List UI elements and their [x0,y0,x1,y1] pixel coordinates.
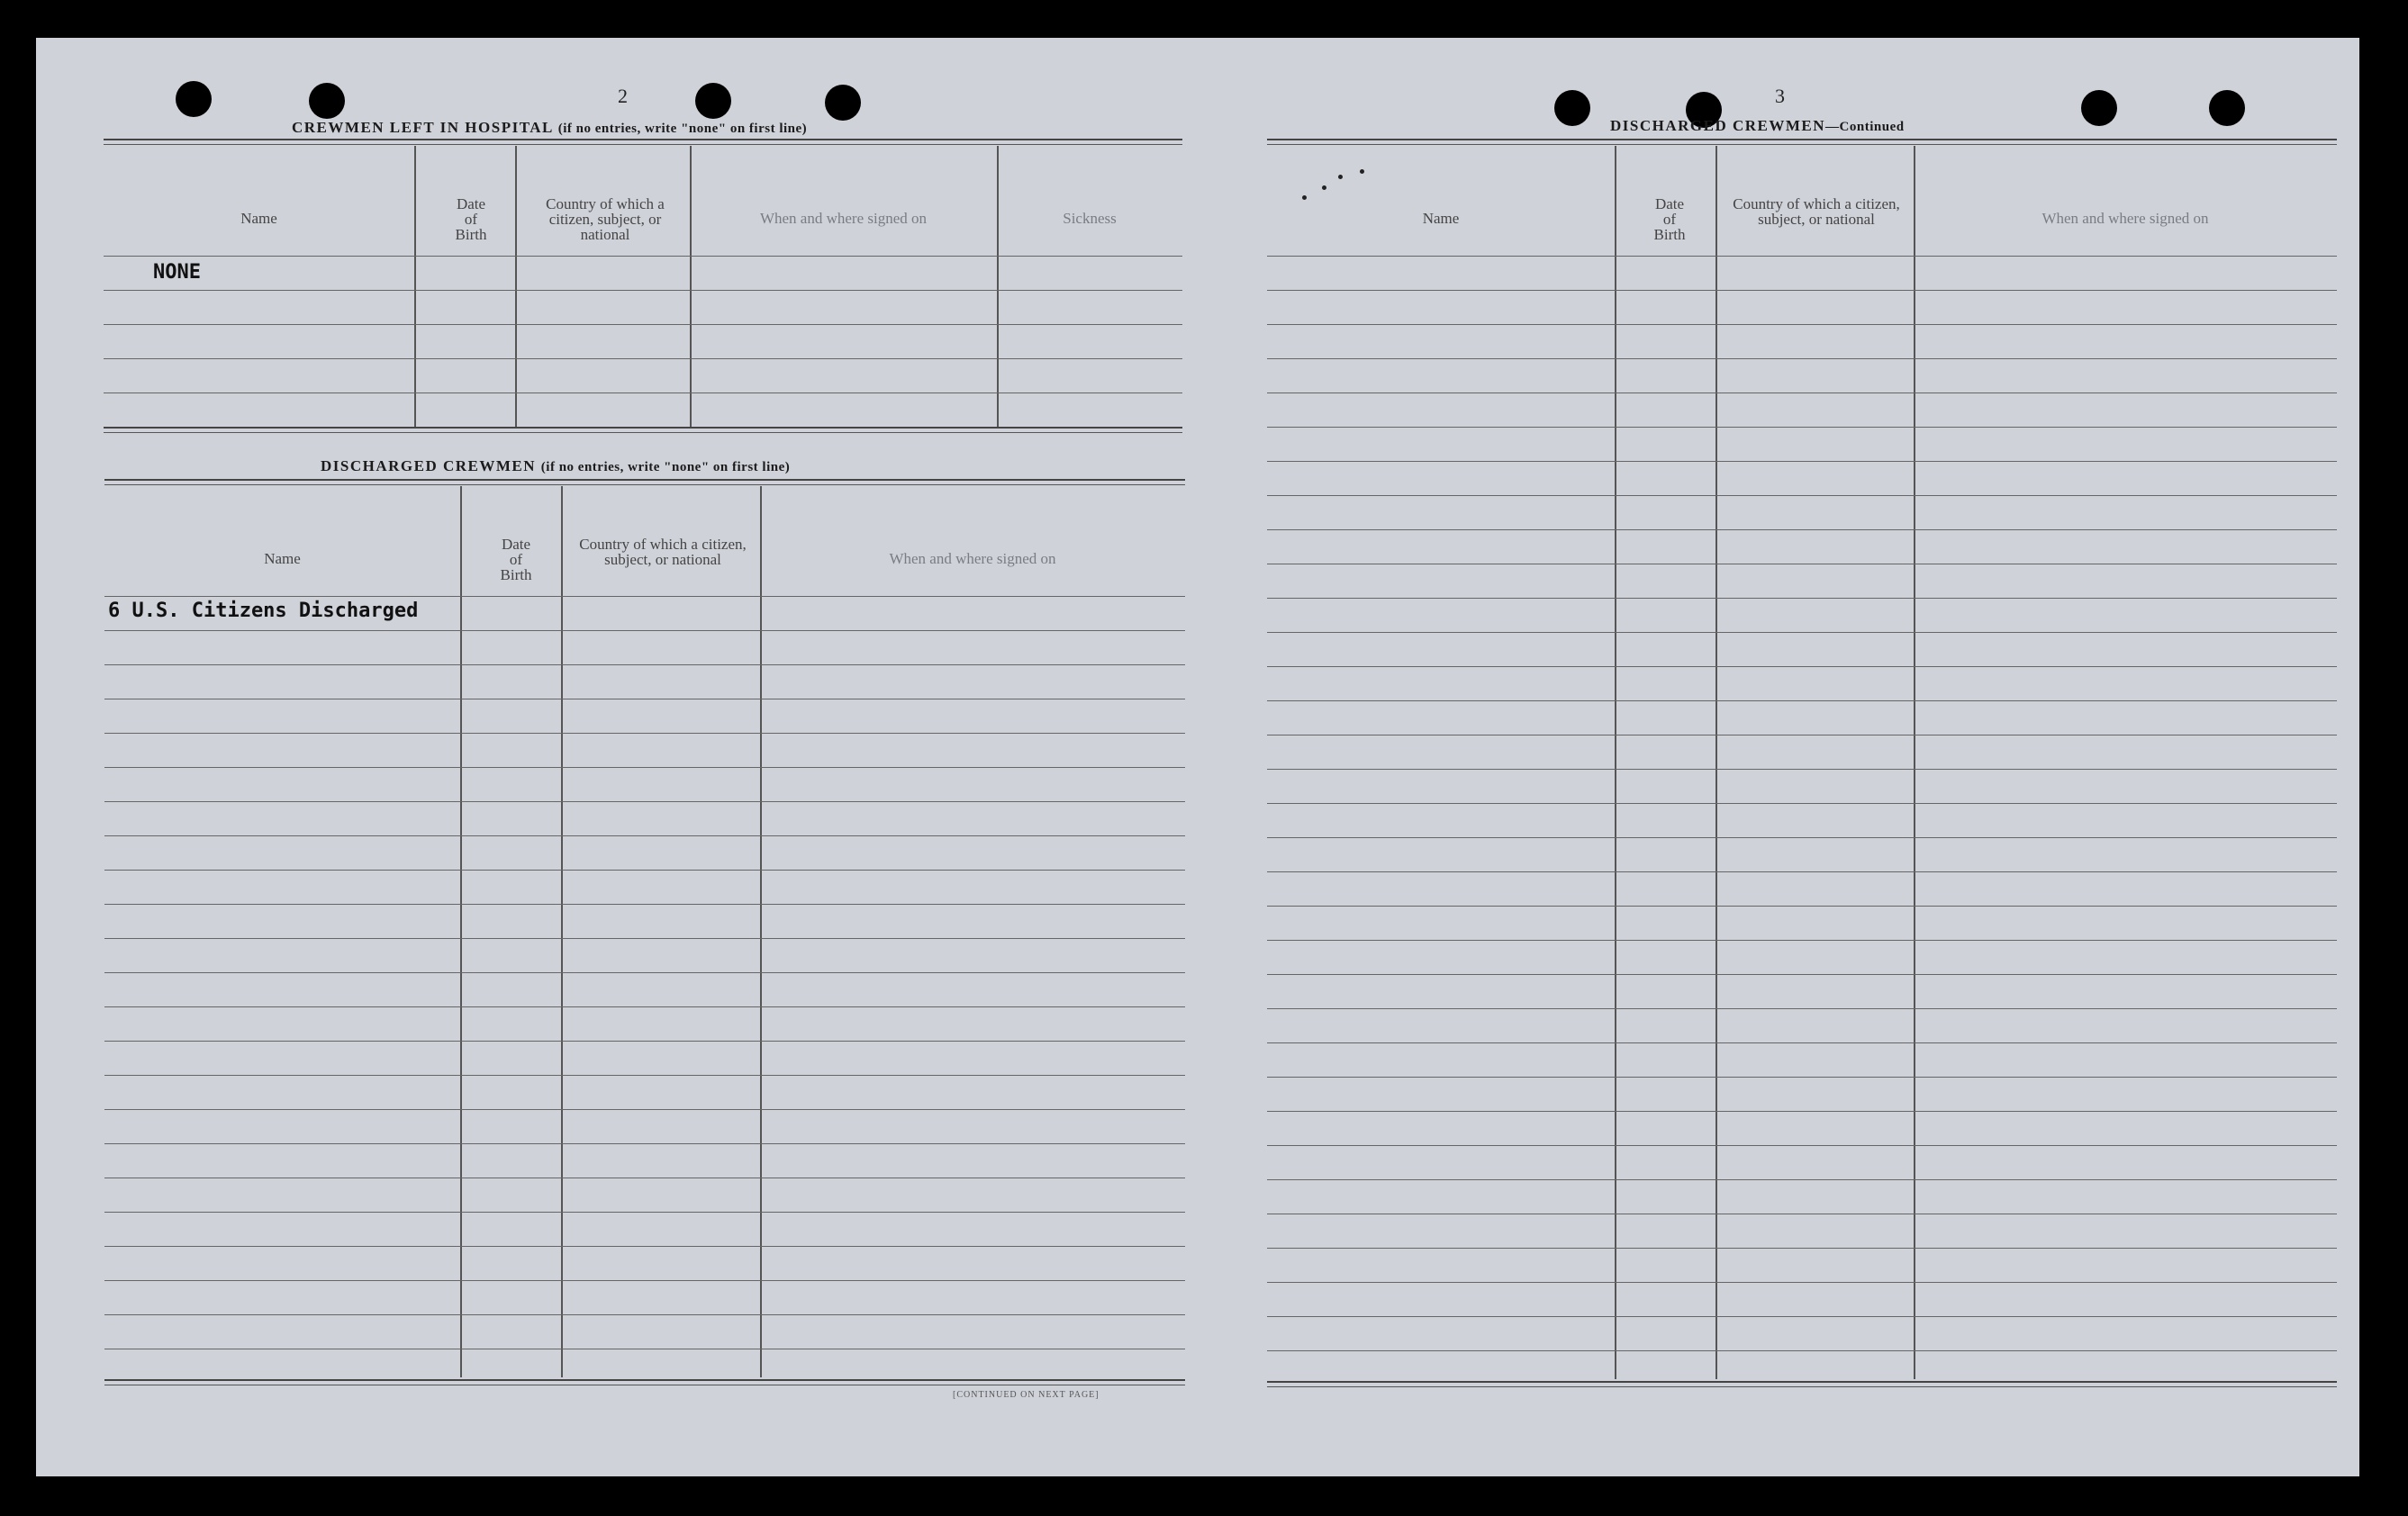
row-line [1267,803,2337,804]
table-top-rule [104,479,1185,485]
row-line [104,1280,1185,1281]
page-number-right: 3 [1775,85,1785,107]
punch-hole [2081,90,2117,126]
row-line [104,733,1185,734]
header-name: Name [240,210,277,227]
discharged-table [104,479,1185,1392]
row-line [104,870,1185,871]
row-line [104,664,1185,665]
row-line [104,801,1185,802]
right-section-title [1610,117,1905,135]
punch-hole [176,81,212,117]
row-line [1267,666,2337,667]
row-line [1267,290,2337,291]
row-line [1267,1350,2337,1351]
row-line [104,1314,1185,1315]
column-divider [1715,146,1717,1379]
row-line [1267,358,2337,359]
row-line [104,1006,1185,1007]
column-divider [760,486,762,1377]
table-top-rule [1267,139,2337,145]
row-line [1267,1042,2337,1043]
row-line [104,1143,1185,1144]
row-line [104,767,1185,768]
row-line [104,630,1185,631]
row-line [104,835,1185,836]
punch-hole [2209,90,2245,126]
row-line [1267,837,2337,838]
punch-hole [309,83,345,119]
header-country: Country of which a citizen, subject, or national [546,195,665,243]
row-line [1267,495,2337,496]
header-name: Name [1422,210,1460,227]
column-divider [1615,146,1616,1379]
row-line [1267,1179,2337,1180]
discharged-subtitle-text: (if no entries, write "none" on first line) [540,460,791,474]
header-country: Country of which a citizen, subject, or national [579,536,747,568]
hospital-table [104,139,1182,463]
row-line [1267,598,2337,599]
row-line [1267,700,2337,701]
document-scan [36,38,2359,1476]
row-line [104,1246,1185,1247]
row-line [104,1075,1185,1076]
row-line [1267,871,2337,872]
header-signed: When and where signed on [759,210,928,227]
hospital-subtitle-text: (if no entries, write "none" on first line) [557,122,808,136]
row-line [1267,529,2337,530]
discharged-continued-table [1267,139,2337,1408]
row-line [1267,427,2337,428]
row-line [1267,906,2337,907]
header-dob: Date of Birth [1653,195,1686,243]
row-line [1267,1077,2337,1078]
row-line [104,596,1185,597]
column-divider [561,486,563,1377]
column-divider [690,146,692,427]
page-number-left: 2 [618,85,628,107]
hospital-entry: NONE [153,261,201,284]
row-line [104,256,1182,257]
row-line [1267,256,2337,257]
column-divider [515,146,517,427]
row-line [1267,974,2337,975]
header-country: Country of which a citizen, subject, or national [1733,195,1900,228]
table-top-rule [104,139,1182,145]
row-line [104,972,1185,973]
discharged-entry: 6 U.S. Citizens Discharged [108,600,419,622]
row-line [104,324,1182,325]
row-line [104,938,1185,939]
row-line [1267,1282,2337,1283]
header-signed: When and where signed on [2041,210,2209,227]
row-line [104,904,1185,905]
column-divider [1914,146,1915,1379]
right-subtitle-text: —Continued [1825,120,1905,134]
column-divider [460,486,462,1377]
row-line [1267,461,2337,462]
header-sickness: Sickness [1063,210,1117,227]
hospital-section-title [292,119,807,137]
column-divider [414,146,416,427]
header-name: Name [264,550,301,567]
table-bottom-rule [104,427,1182,433]
row-line [1267,1008,2337,1009]
row-line [1267,1111,2337,1112]
header-signed: When and where signed on [889,550,1056,567]
header-dob: Date of Birth [500,536,532,583]
row-line [104,1212,1185,1213]
row-line [1267,940,2337,941]
row-line [1267,324,2337,325]
table-bottom-rule [104,1379,1185,1385]
column-divider [997,146,999,427]
continued-footer: [CONTINUED ON NEXT PAGE] [953,1390,1100,1400]
discharged-title-text: DISCHARGED CREWMEN [321,457,537,474]
hospital-title-text: CREWMEN LEFT IN HOSPITAL [292,119,553,136]
row-line [104,1109,1185,1110]
header-dob: Date of Birth [455,195,487,243]
right-title-text: DISCHARGED CREWMEN [1610,117,1826,134]
punch-hole [825,85,861,121]
row-line [1267,769,2337,770]
row-line [104,290,1182,291]
row-line [1267,1248,2337,1249]
row-line [104,358,1182,359]
row-line [104,1041,1185,1042]
row-line [1267,632,2337,633]
row-line [1267,1145,2337,1146]
table-bottom-rule [1267,1381,2337,1387]
discharged-section-title [321,457,790,475]
row-line [1267,1316,2337,1317]
punch-hole [1554,90,1590,126]
punch-hole [695,83,731,119]
